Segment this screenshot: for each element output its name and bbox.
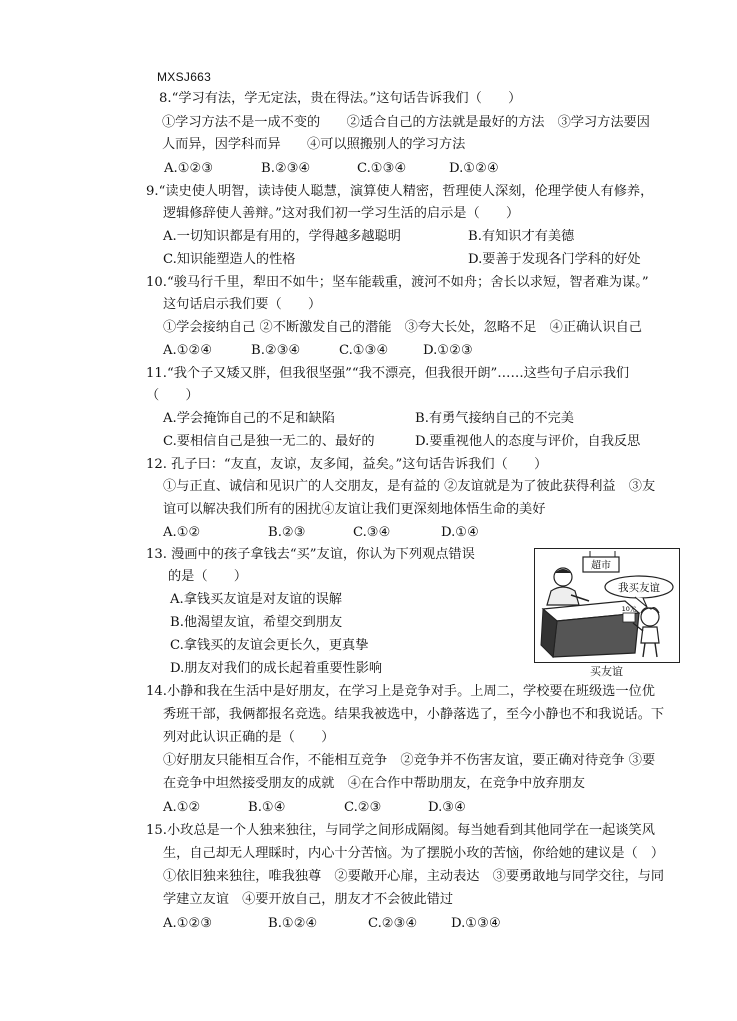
- q12-option-a: A.①②: [163, 525, 201, 540]
- q12-statements-line1: ①与正直、诚信和见识广的人交朋友，是有益的 ②友谊就是为了彼此获得利益 ③友: [163, 479, 656, 494]
- shop-sign-text: 超市: [591, 560, 611, 572]
- q9-option-d: D.要善于发现各门学科的好处: [468, 252, 641, 267]
- q15-option-c: C.②③④: [368, 916, 418, 931]
- q15-option-d: D.①③④: [451, 916, 501, 931]
- q9-stem-line2: 逻辑修辞使人善辩。”这对我们初一学习生活的启示是（ ）: [163, 206, 520, 221]
- q8-option-b: B.②③④: [261, 161, 311, 176]
- document-code: MXSJ663: [157, 70, 212, 84]
- q14-stem-line1: 14.小静和我在生活中是好朋友，在学习上是竞争对手。上周二，学校要在班级选一位优: [146, 684, 655, 699]
- child-head: [641, 608, 659, 626]
- q15-statements-line2: 学建立友谊 ④要开放自己，朋友才不会彼此错过: [163, 892, 454, 907]
- q12-statements-line2: 谊可以解决我们所有的困扰④友谊让我们更深刻地体悟生命的美好: [163, 502, 546, 517]
- q15-stem-line1: 15.小玫总是一个人独来独往，与同学之间形成隔阂。每当她看到其他同学在一起谈笑风: [146, 823, 655, 838]
- q14-option-c: C.②③: [344, 800, 382, 815]
- q10-option-d: D.①②③: [423, 343, 473, 358]
- q8-statements-line2: 人而异，因学科而异 ④可以照搬别人的学习方法: [162, 137, 466, 152]
- money-note: [623, 613, 635, 622]
- q9-option-a: A.一切知识都是有用的，学得越多越聪明: [163, 229, 401, 244]
- q14-options: [163, 799, 466, 817]
- q14-statements-line2: 在竞争中坦然接受朋友的成就 ④在合作中帮助朋友，在竞争中放弃朋友: [163, 776, 585, 791]
- q10-statements: ①学会接纳自己 ②不断激发自己的潜能 ③夸大长处，忽略不足 ④正确认识自己: [163, 320, 642, 335]
- q15-options: [163, 915, 501, 933]
- q10-option-c: C.①③④: [339, 343, 389, 358]
- q10-stem-line1: 10.“骏马行千里，犁田不如牛；坚车能载重，渡河不如舟；舍长以求短，智者难为谋。”: [146, 275, 649, 290]
- q11-option-d: D.要重视他人的态度与评价，自我反思: [415, 434, 641, 449]
- cartoon-illustration: [535, 549, 679, 662]
- q15-option-b: B.①②④: [268, 916, 318, 931]
- q10-stem-line2: 这句话启示我们要（ ）: [163, 297, 322, 312]
- q8-options: [164, 160, 499, 178]
- cartoon-caption: 买友谊: [590, 665, 623, 678]
- q15-option-a: A.①②③: [163, 916, 213, 931]
- q11-stem-line2: （ ）: [146, 388, 199, 403]
- q9-option-b: B.有知识才有美德: [468, 229, 575, 244]
- q15-stem-line2: 生，自己却无人理睬时，内心十分苦恼。为了摆脱小玫的苦恼，你给她的建议是（ ）: [163, 846, 665, 861]
- q13-stem-line1: 13. 漫画中的孩子拿钱去“买”友谊，你认为下列观点错误: [146, 547, 475, 562]
- q14-stem-line2: 秀班干部，我俩都报名竞选。结果我被选中，小静落选了，至今小静也不和我说话。下: [163, 707, 665, 722]
- money-label: 10元: [621, 605, 637, 613]
- q14-option-a: A.①②: [163, 800, 201, 815]
- q8-statements-line1: ①学习方法不是一成不变的 ②适合自己的方法就是最好的方法 ③学习方法要因: [162, 115, 650, 130]
- q11-option-a: A.学会掩饰自己的不足和缺陷: [163, 411, 335, 426]
- q8-option-c: C.①③④: [357, 161, 407, 176]
- speech-text: 我买友谊: [618, 582, 660, 594]
- q14-option-d: D.③④: [428, 800, 466, 815]
- q15-statements-line1: ①依旧独来独往，唯我独尊 ②要敞开心扉，主动表达 ③要勇敢地与同学交往，与同: [163, 869, 665, 884]
- q12-options: [163, 524, 479, 542]
- q10-options: [163, 342, 473, 360]
- q13-option-c: C.拿钱买的友谊会更长久，更真挚: [170, 638, 369, 653]
- q12-option-d: D.①④: [441, 525, 479, 540]
- q10-option-a: A.①②④: [163, 343, 213, 358]
- q13-option-b: B.他渴望友谊，希望交到朋友: [170, 615, 343, 630]
- q8-option-a: A.①②③: [164, 161, 214, 176]
- q9-option-c: C.知识能塑造人的性格: [163, 252, 296, 267]
- q8-option-d: D.①②④: [449, 161, 499, 176]
- q14-option-b: B.①④: [248, 800, 286, 815]
- q13-option-d: D.朋友对我们的成长起着重要性影响: [170, 661, 383, 676]
- q14-stem-line3: 列对此认识正确的是（ ）: [163, 730, 335, 745]
- cartoon-buy-friendship: [534, 548, 680, 663]
- q11-stem-line1: 11.“我个子又矮又胖，但我很坚强”“我不漂亮，但我很开朗”……这些句子启示我们: [146, 366, 630, 381]
- q13-stem-line2: 的是（ ）: [168, 569, 248, 584]
- q11-option-b: B.有勇气接纳自己的不完美: [415, 411, 574, 426]
- q14-statements-line1: ①好朋友只能相互合作，不能相互竞争 ②竞争并不伤害友谊，要正确对待竞争 ③要: [163, 753, 656, 768]
- q13-option-a: A.拿钱买友谊是对友谊的误解: [170, 592, 342, 607]
- child-body: [641, 627, 659, 643]
- q12-option-b: B.②③: [268, 525, 306, 540]
- q11-option-c: C.要相信自己是独一无二的、最好的: [163, 434, 375, 449]
- q12-option-c: C.③④: [353, 525, 391, 540]
- q8-stem: 8.“学习有法，学无定法，贵在得法。”这句话告诉我们（ ）: [159, 91, 522, 106]
- q9-stem-line1: 9.“读史使人明智，读诗使人聪慧，演算使人精密，哲理使人深刻，伦理学使人有修养，: [146, 184, 654, 199]
- q10-option-b: B.②③④: [251, 343, 301, 358]
- q12-stem: 12. 孔子曰：“友直，友谅，友多闻，益矣。”这句话告诉我们（ ）: [146, 457, 548, 472]
